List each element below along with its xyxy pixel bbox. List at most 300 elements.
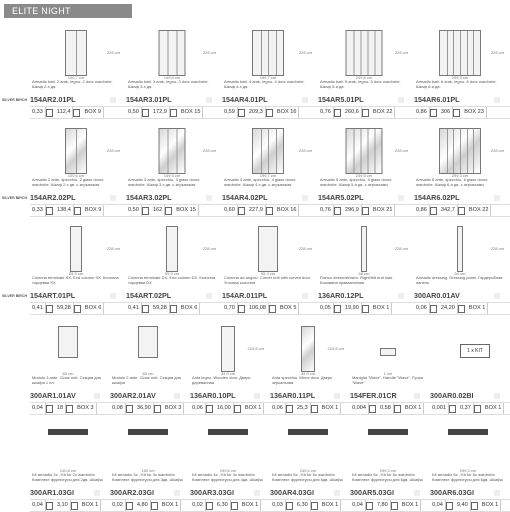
- weight-icon: [142, 207, 149, 215]
- color-swatch: [334, 393, 340, 399]
- weight-value: 112,4: [55, 107, 74, 118]
- color-swatch: [494, 195, 500, 201]
- catalog-row: [0, 318, 510, 414]
- product-description: Armadio 4 ante, specchio- 4 glass doors wardrobe. Шкаф 4-х дв. с зеркалами: [224, 177, 296, 187]
- product-description: Kit armadio 5x - Kit for 5x wardrobe. Комплект фурнитуры для 5дв. Шкафа: [272, 472, 343, 482]
- product-card[interactable]: [110, 415, 186, 487]
- height-dimension: 228 cm: [106, 148, 120, 153]
- volume-value: 0,59: [222, 107, 238, 118]
- weight-value: 16,00: [215, 403, 234, 414]
- product-card[interactable]: [270, 415, 346, 487]
- product-description: Kit armadio 6x - Kit for 6x wardrobe. Комплект фурнитуры для 6дв. Шкафа: [352, 472, 423, 482]
- product-card[interactable]: [30, 318, 106, 390]
- product-description: Kit armadio 2x - Kit for 2x wardrobe. Комплект фурнитуры для 2дв. Шкафа: [32, 472, 103, 482]
- color-swatch: [174, 490, 180, 496]
- width-dimension: 249,5 cm: [355, 75, 373, 80]
- color-swatch: [302, 293, 308, 299]
- door-line: [261, 129, 262, 173]
- width-dimension: 100,8 cm: [59, 468, 77, 473]
- weight-value: 0,58: [378, 403, 394, 414]
- box-count: BOX 23: [462, 107, 487, 118]
- width-dimension: 60 cm: [62, 371, 74, 376]
- catalog-row: [0, 415, 510, 511]
- product-code: 300AR4.03GI: [270, 488, 314, 497]
- product-card[interactable]: [430, 318, 506, 390]
- product-description: Fianco destro/sinistro. Right/left end side. Боковина правая/левая: [320, 275, 394, 285]
- info-strip: [30, 402, 510, 415]
- door-line: [354, 31, 355, 75]
- box-icon: [362, 109, 369, 117]
- product-description: Armadio 2 ante, specchio- 2 glass doors wardrobe. Шкаф 2-х дв. с зеркалами: [32, 177, 104, 187]
- volume-value: 0,004: [350, 403, 369, 414]
- product-drawing: [457, 226, 463, 272]
- box-count: BOX 1: [483, 403, 504, 414]
- door-line: [375, 129, 376, 173]
- product-card[interactable]: [222, 218, 314, 290]
- color-swatch: [94, 490, 100, 496]
- product-code: 154AR5.01PL: [318, 95, 364, 104]
- volume-value: 0,04: [30, 403, 46, 414]
- weight-value: 0,37: [458, 403, 474, 414]
- width-dimension: 49,9 cm: [300, 371, 316, 376]
- product-card[interactable]: [30, 218, 122, 290]
- height-dimension: 228 cm: [298, 246, 312, 251]
- product-card[interactable]: [350, 415, 426, 487]
- color-swatch: [494, 293, 500, 299]
- product-description: Kit armadio 6x - Kit for 6x wardrobe. Комплект фурнитуры для 6дв. Шкафа: [432, 472, 503, 482]
- volume-value: 0,04: [30, 500, 46, 511]
- door-line: [467, 31, 468, 75]
- product-code: 154FER.01CR: [350, 391, 397, 400]
- volume-value: 0,76: [318, 107, 334, 118]
- product-card[interactable]: [110, 318, 186, 390]
- product-code: 136AR0.12PL: [318, 291, 364, 300]
- product-description: Colonna terminale DX. End column DX. Колонна торцевая DX: [128, 275, 216, 285]
- color-swatch: [398, 293, 404, 299]
- product-specs: [270, 500, 348, 511]
- weight-value: 6,30: [295, 500, 311, 511]
- product-description: Maniglia "Wave". Handle "Wave". Ручка "Wave": [352, 375, 423, 385]
- weight-value: 138,4: [55, 205, 74, 216]
- product-drawing: [65, 30, 87, 76]
- product-drawing: [448, 429, 488, 435]
- door-line: [447, 129, 448, 173]
- box-count: BOX 1: [371, 303, 392, 314]
- product-drawing: [128, 429, 168, 435]
- box-icon: [453, 109, 460, 117]
- product-code: 154AR4.02PL: [222, 193, 268, 202]
- product-drawing: [221, 326, 235, 372]
- product-code: 154AR3.01PL: [126, 95, 172, 104]
- door-line: [268, 31, 269, 75]
- door-line: [460, 129, 461, 173]
- height-dimension: 228 cm: [490, 50, 504, 55]
- box-icon: [74, 305, 81, 313]
- width-dimension: 58 cm: [358, 271, 370, 276]
- product-specs: [414, 205, 508, 216]
- volume-value: 0,70: [222, 303, 238, 314]
- product-drawing: [258, 226, 278, 272]
- weight-icon: [446, 502, 453, 510]
- product-card[interactable]: [414, 120, 506, 192]
- box-count: BOX 15: [174, 205, 199, 216]
- door-line: [375, 31, 376, 75]
- box-count: BOX 1: [320, 403, 341, 414]
- weight-icon: [46, 305, 53, 313]
- product-specs: [30, 205, 124, 216]
- color-swatch: [254, 490, 260, 496]
- product-specs: [222, 107, 316, 118]
- product-code: 154AR2.01PL: [30, 95, 76, 104]
- width-dimension: 54 cm: [454, 271, 466, 276]
- finish-label: SILVER BIRCH: [2, 98, 28, 102]
- info-strip: [30, 106, 510, 119]
- volume-value: 0,06: [190, 403, 206, 414]
- weight-icon: [142, 305, 149, 313]
- product-drawing: [65, 128, 87, 174]
- box-icon: [362, 207, 369, 215]
- product-specs: [414, 303, 508, 314]
- weight-value: 6,30: [215, 500, 231, 511]
- info-strip: [30, 499, 510, 512]
- weight-icon: [238, 207, 245, 215]
- weight-icon: [142, 109, 149, 117]
- product-card[interactable]: [430, 415, 506, 487]
- product-code: 300AR1.01AV: [30, 391, 76, 400]
- box-count: BOX 1: [480, 500, 501, 511]
- door-line: [276, 129, 277, 173]
- width-dimension: 55,9 cm: [68, 271, 84, 276]
- box-count: BOX 6: [179, 303, 200, 314]
- weight-icon: [286, 405, 293, 413]
- weight-value: 4,80: [135, 500, 151, 511]
- product-drawing: [439, 128, 481, 174]
- product-description: Modulo 3 ante. Close unit. Секция для шкафа 1 пл.: [32, 375, 102, 385]
- product-description: Modulo 2 ante. Close unit. Секция для шкафа: [112, 375, 182, 385]
- product-specs: [318, 205, 412, 216]
- product-drawing: [439, 30, 481, 76]
- box-count: BOX 1: [80, 500, 101, 511]
- product-drawing: [361, 226, 367, 272]
- info-strip: [30, 204, 510, 217]
- weight-icon: [46, 207, 53, 215]
- box-icon: [471, 502, 478, 510]
- color-swatch: [174, 393, 180, 399]
- volume-value: 0,41: [30, 303, 46, 314]
- height-dimension: 228 cm: [202, 50, 216, 55]
- product-code: 154AR5.02PL: [318, 193, 364, 202]
- box-count: BOX 5: [278, 303, 299, 314]
- height-dimension: 224,8 cm: [247, 346, 264, 351]
- weight-icon: [238, 305, 245, 313]
- width-dimension: 199,6 cm: [219, 468, 237, 473]
- box-count: BOX 1: [403, 403, 424, 414]
- width-dimension: 249,5 cm: [355, 173, 373, 178]
- product-specs: [430, 500, 508, 511]
- box-icon: [394, 405, 401, 413]
- product-code: 300AR6.03GI: [430, 488, 474, 497]
- height-dimension: 228 cm: [490, 246, 504, 251]
- box-count: BOX 16: [275, 205, 300, 216]
- product-card[interactable]: [270, 318, 346, 390]
- height-dimension: 224,8 cm: [327, 346, 344, 351]
- volume-value: 0,33: [30, 107, 46, 118]
- door-line: [361, 129, 362, 173]
- product-card[interactable]: [318, 120, 410, 192]
- weight-icon: [126, 502, 133, 510]
- weight-icon: [449, 405, 456, 413]
- product-card[interactable]: [126, 218, 218, 290]
- product-specs: [30, 500, 108, 511]
- product-code: 300AR3.03GI: [190, 488, 234, 497]
- color-swatch: [414, 490, 420, 496]
- product-drawing: [368, 429, 408, 435]
- weight-icon: [206, 405, 213, 413]
- product-drawing: [166, 226, 178, 272]
- box-icon: [74, 207, 81, 215]
- height-dimension: 228 cm: [106, 246, 120, 251]
- product-specs: [190, 500, 268, 511]
- box-count: BOX 16: [275, 107, 300, 118]
- weight-value: 306: [439, 107, 453, 118]
- product-description: Armadio batt. 5 ante, legno- 5 door wardrobe. Шкаф 5-и дв.: [320, 79, 401, 89]
- box-count: BOX 1: [400, 500, 421, 511]
- width-dimension: 95,3 cm: [260, 271, 276, 276]
- color-swatch: [110, 97, 116, 103]
- product-card[interactable]: [414, 22, 506, 94]
- product-specs: [30, 303, 124, 314]
- product-card[interactable]: [190, 318, 266, 390]
- product-specs: [318, 107, 412, 118]
- product-card[interactable]: [222, 22, 314, 94]
- product-card[interactable]: [318, 22, 410, 94]
- product-drawing: [252, 30, 284, 76]
- product-code: 154AR.011PL: [222, 291, 268, 300]
- product-specs: [414, 107, 508, 118]
- product-card[interactable]: [30, 415, 106, 487]
- info-strip: [30, 302, 510, 315]
- volume-value: 0,03: [270, 500, 286, 511]
- door-line: [361, 31, 362, 75]
- product-specs: [318, 303, 412, 314]
- height-dimension: 228 cm: [202, 246, 216, 251]
- height-dimension: 228 cm: [202, 148, 216, 153]
- product-drawing: [301, 326, 315, 372]
- product-specs: [110, 500, 188, 511]
- weight-value: 260,6: [343, 107, 362, 118]
- box-count: BOX 9: [82, 107, 103, 118]
- product-specs: [126, 303, 220, 314]
- color-swatch: [414, 393, 420, 399]
- color-swatch: [206, 195, 212, 201]
- door-line: [453, 31, 454, 75]
- weight-value: 19,90: [343, 303, 362, 314]
- product-specs: [190, 403, 268, 414]
- product-specs: [270, 403, 348, 414]
- weight-icon: [369, 405, 376, 413]
- volume-value: 0,08: [110, 403, 126, 414]
- product-description: Kit armadio 4x - Kit for 4x wardrobe. Комплект фурнитуры для 4дв. Шкафа: [192, 472, 263, 482]
- finish-label: SILVER BIRCH: [2, 294, 28, 298]
- finish-label: SILVER BIRCH: [2, 196, 28, 200]
- width-dimension: 249,4 cm: [299, 468, 317, 473]
- weight-icon: [46, 405, 53, 413]
- weight-icon: [366, 502, 373, 510]
- product-code: 300AR2.03GI: [110, 488, 154, 497]
- product-drawing: [346, 30, 383, 76]
- width-dimension: 199,7 cm: [259, 173, 277, 178]
- product-description: Armadio batt. 3 ante, legno- 3 door wardrobe. Шкаф 3-х дв.: [128, 79, 209, 89]
- door-line: [473, 31, 474, 75]
- product-description: Anta specchio. Mirror door. Дверь зеркальная: [272, 375, 333, 385]
- product-drawing: [58, 326, 78, 358]
- box-icon: [151, 502, 158, 510]
- volume-value: 0,60: [222, 205, 238, 216]
- weight-icon: [334, 305, 341, 313]
- color-swatch: [302, 195, 308, 201]
- product-card[interactable]: [30, 120, 122, 192]
- product-drawing: [70, 226, 82, 272]
- weight-value: 3,10: [55, 500, 71, 511]
- width-dimension: 55,9 cm: [164, 271, 180, 276]
- weight-icon: [286, 502, 293, 510]
- weight-icon: [430, 109, 437, 117]
- volume-value: 0,33: [30, 205, 46, 216]
- product-specs: [30, 107, 124, 118]
- color-swatch: [94, 393, 100, 399]
- catalog-row: [0, 22, 510, 118]
- box-icon: [266, 207, 273, 215]
- weight-value: 25,3: [295, 403, 311, 414]
- product-card[interactable]: [126, 22, 218, 94]
- box-count: BOX 1: [243, 403, 264, 414]
- product-specs: [126, 205, 220, 216]
- product-specs: [110, 403, 188, 414]
- door-line: [268, 129, 269, 173]
- door-line: [453, 129, 454, 173]
- weight-value: 209,3: [247, 107, 266, 118]
- box-count: BOX 22: [371, 107, 396, 118]
- product-code: 154AR2.02PL: [30, 193, 76, 202]
- product-card[interactable]: [126, 120, 218, 192]
- product-drawing: [288, 429, 328, 435]
- width-dimension: 149,9 cm: [163, 75, 181, 80]
- box-count: BOX 1: [160, 500, 181, 511]
- product-card[interactable]: [222, 120, 314, 192]
- weight-icon: [238, 109, 245, 117]
- product-description: Kit armadio 3x - Kit for 3x wardrobe. Комплект фурнитуры для 3дв. Шкафа: [112, 472, 183, 482]
- width-dimension: 60 cm: [142, 371, 154, 376]
- box-count: BOX 3: [163, 403, 184, 414]
- color-swatch: [110, 195, 116, 201]
- weight-value: 296,9: [343, 205, 362, 216]
- color-swatch: [398, 195, 404, 201]
- height-dimension: 228 cm: [490, 148, 504, 153]
- color-swatch: [110, 293, 116, 299]
- product-drawing: [159, 30, 186, 76]
- door-line: [276, 31, 277, 75]
- width-dimension: 299,3 cm: [379, 468, 397, 473]
- product-card[interactable]: [414, 218, 506, 290]
- box-icon: [234, 405, 241, 413]
- product-code: 300AR5.03GI: [350, 488, 394, 497]
- product-card[interactable]: [30, 22, 122, 94]
- product-specs: [222, 303, 316, 314]
- door-line: [473, 129, 474, 173]
- door-line: [467, 129, 468, 173]
- color-swatch: [494, 393, 500, 399]
- product-card[interactable]: [190, 415, 266, 487]
- product-card[interactable]: [318, 218, 410, 290]
- box-icon: [266, 109, 273, 117]
- width-dimension: 299,3 cm: [451, 75, 469, 80]
- kit-box: 1 x KIT: [460, 344, 490, 358]
- weight-value: 9,40: [455, 500, 471, 511]
- door-line: [447, 31, 448, 75]
- volume-value: 0,04: [350, 500, 366, 511]
- volume-value: 0,05: [318, 303, 334, 314]
- volume-value: 0,41: [126, 303, 142, 314]
- box-count: BOX 3: [75, 403, 96, 414]
- box-count: BOX 15: [179, 107, 204, 118]
- product-drawing: [346, 128, 383, 174]
- box-icon: [269, 305, 276, 313]
- product-specs: [350, 403, 428, 414]
- box-icon: [66, 405, 73, 413]
- door-line: [168, 31, 169, 75]
- product-drawing: [48, 429, 88, 435]
- box-icon: [458, 207, 465, 215]
- door-line: [368, 31, 369, 75]
- catalog-row: [0, 120, 510, 216]
- weight-value: 18: [55, 403, 66, 414]
- product-specs: [126, 107, 220, 118]
- box-icon: [170, 109, 177, 117]
- product-code: 300AR2.01AV: [110, 391, 156, 400]
- weight-icon: [46, 502, 53, 510]
- product-code: 154AR3.02PL: [126, 193, 172, 202]
- height-dimension: 228 cm: [394, 50, 408, 55]
- product-description: Colonna terminale SX. End column SX. Колонна торцевая SX: [32, 275, 119, 285]
- catalog-row: [0, 218, 510, 314]
- product-card[interactable]: [350, 318, 426, 390]
- product-drawing: [138, 326, 158, 358]
- height-dimension: 228 cm: [106, 50, 120, 55]
- height-dimension: 228 cm: [298, 148, 312, 153]
- color-swatch: [254, 393, 260, 399]
- weight-value: 227,9: [247, 205, 266, 216]
- product-drawing: [380, 348, 396, 356]
- door-line: [168, 129, 169, 173]
- box-count: BOX 22: [467, 205, 492, 216]
- box-count: BOX 1: [467, 303, 488, 314]
- box-icon: [170, 305, 177, 313]
- box-icon: [391, 502, 398, 510]
- box-icon: [71, 502, 78, 510]
- product-code: 136AR0.11PL: [270, 391, 316, 400]
- color-swatch: [398, 97, 404, 103]
- volume-value: 0,02: [110, 500, 126, 511]
- door-line: [176, 129, 177, 173]
- weight-value: 7,80: [375, 500, 391, 511]
- volume-value: 0,86: [414, 205, 430, 216]
- color-swatch: [494, 97, 500, 103]
- width-dimension: 1 cm: [383, 371, 393, 376]
- product-description: Armadio batt. 6 ante, legno- 6 door wardrobe. Шкаф 6-и дв.: [416, 79, 497, 89]
- product-specs: [430, 403, 508, 414]
- box-icon: [73, 109, 80, 117]
- width-dimension: 49,9 cm: [220, 371, 236, 376]
